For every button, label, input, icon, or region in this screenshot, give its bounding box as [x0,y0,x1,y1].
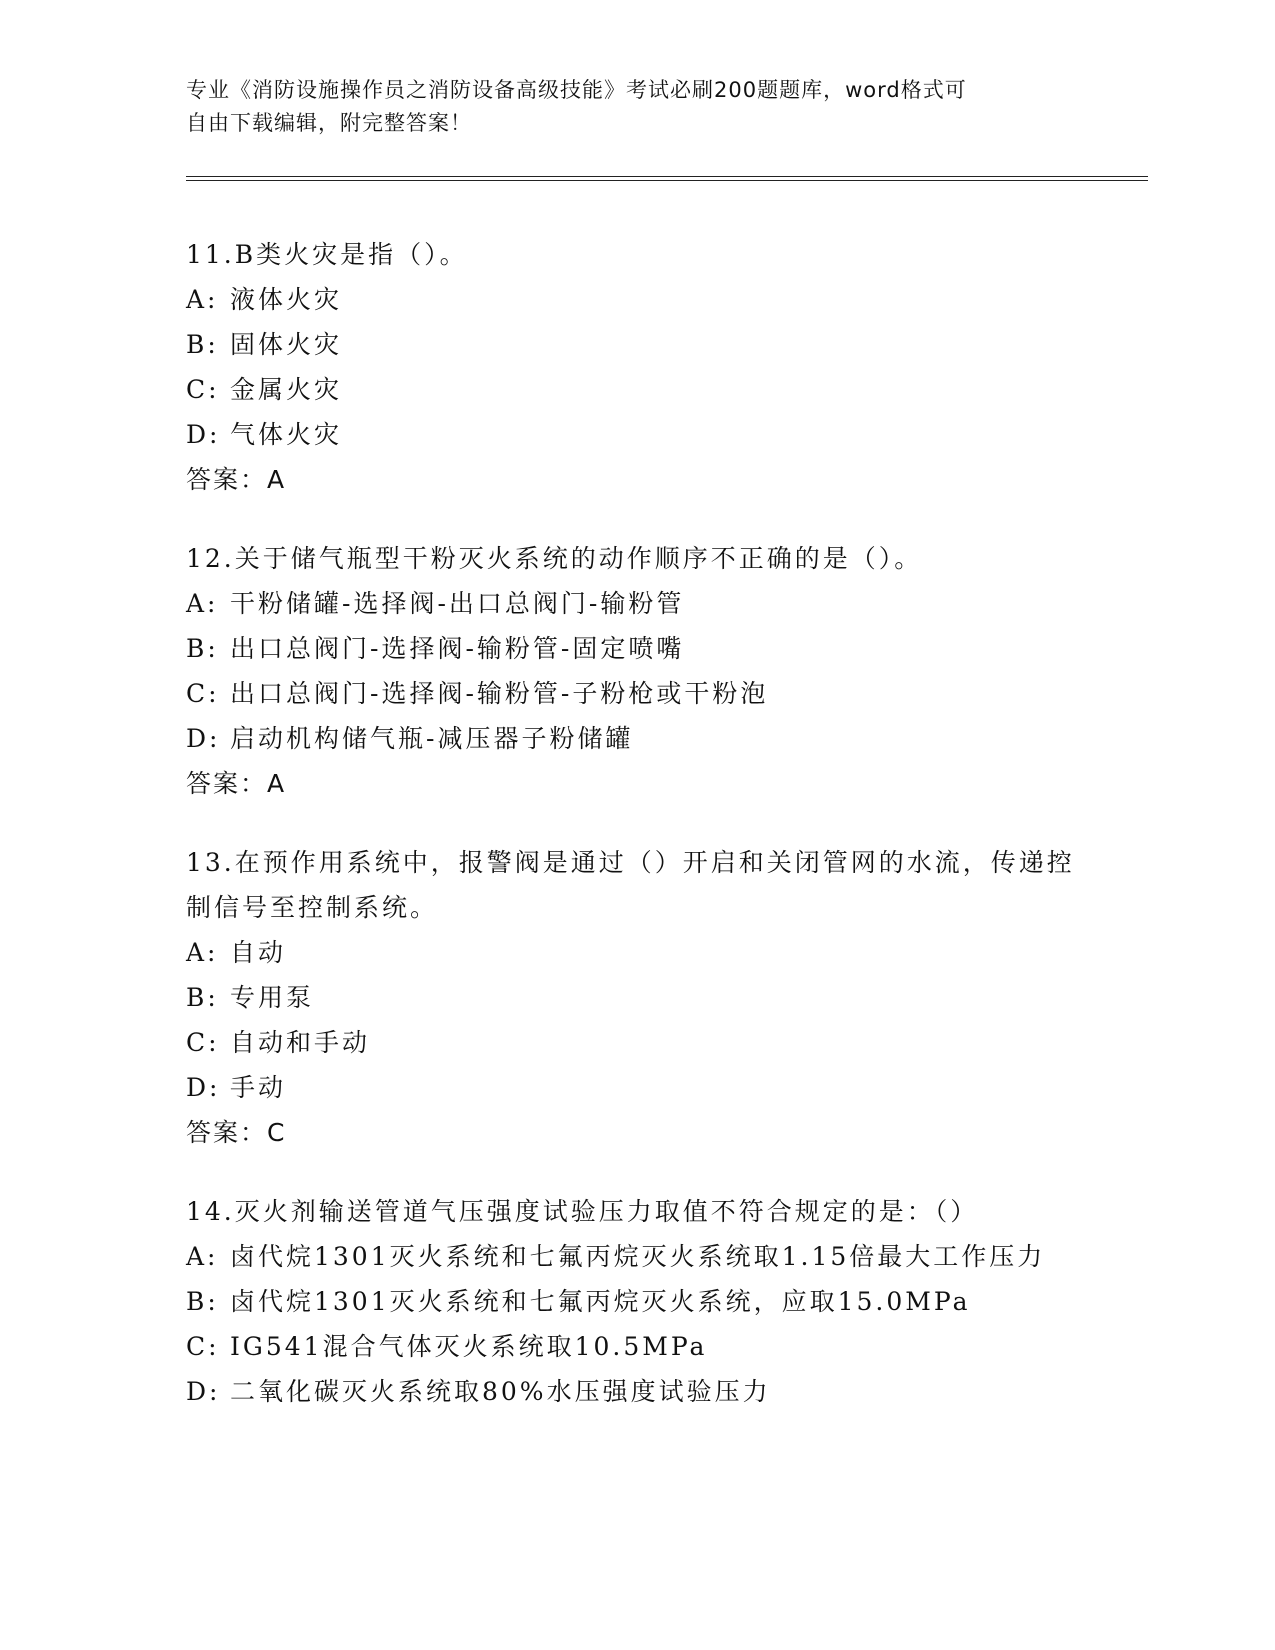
option-label: A: [186,285,219,314]
option-label: A: [186,1242,219,1271]
option-c [186,1020,1086,1065]
option-b [186,322,1086,367]
option-label: A: [186,938,219,967]
option-text: IG541混合气体灭火系统取10.5MPa [230,1332,708,1361]
option-text: 手动 [230,1073,287,1102]
option-c [186,1324,1086,1369]
question-14 [186,1189,1086,1414]
option-text: 启动机构储气瓶-减压器子粉储罐 [230,724,634,753]
option-label: C: [186,1332,220,1361]
question-stem: 13.在预作用系统中，报警阀是通过（）开启和关闭管网的水流，传递控制信号至控制系统。 [186,848,1075,922]
option-label: A: [186,589,219,618]
question-12 [186,536,1086,806]
option-b [186,1279,1086,1324]
option-c [186,671,1086,716]
option-label: C: [186,679,220,708]
option-text: 卤代烷1301灭火系统和七氟丙烷灭火系统，应取15.0MPa [230,1287,971,1316]
header-divider [186,176,1148,181]
option-d [186,412,1086,457]
option-label: B: [186,634,219,663]
option-label: B: [186,330,219,359]
option-text: 卤代烷1301灭火系统和七氟丙烷灭火系统取1.15倍最大工作压力 [230,1242,1046,1271]
option-text: 气体火灾 [230,420,343,449]
option-b [186,975,1086,1020]
header-line-1: 专业《消防设施操作员之消防设备高级技能》考试必刷200题题库，word格式可 [186,78,967,102]
question-13 [186,840,1086,1155]
question-stem: 12.关于储气瓶型干粉灭火系统的动作顺序不正确的是（）。 [186,544,923,573]
answer-line: 答案：A [186,465,287,494]
option-a [186,581,1086,626]
option-text: 自动和手动 [230,1028,371,1057]
option-text: 出口总阀门-选择阀-输粉管-固定喷嘴 [230,634,685,663]
option-d [186,1369,1086,1414]
question-11 [186,232,1086,502]
option-d [186,1065,1086,1110]
option-a [186,930,1086,975]
option-label: C: [186,375,220,404]
option-text: 金属火灾 [230,375,343,404]
option-c [186,367,1086,412]
option-a [186,277,1086,322]
option-a [186,1234,1086,1279]
option-text: 专用泵 [230,983,315,1012]
option-text: 二氧化碳灭火系统取80%水压强度试验压力 [230,1377,771,1406]
option-text: 固体火灾 [230,330,343,359]
answer-line: 答案：C [186,1118,287,1147]
question-list [186,232,1086,1448]
option-text: 液体火灾 [230,285,343,314]
option-label: D: [186,1377,221,1406]
option-label: D: [186,724,221,753]
option-text: 自动 [230,938,287,967]
option-label: B: [186,983,219,1012]
question-stem: 11.B类火灾是指（）。 [186,240,468,269]
option-b [186,626,1086,671]
option-d [186,716,1086,761]
option-label: C: [186,1028,220,1057]
option-label: D: [186,420,221,449]
option-label: B: [186,1287,219,1316]
header-line-2: 自由下载编辑，附完整答案！ [186,111,472,135]
option-text: 出口总阀门-选择阀-输粉管-子粉枪或干粉泡 [230,679,769,708]
answer-line: 答案：A [186,769,287,798]
option-label: D: [186,1073,221,1102]
option-text: 干粉储罐-选择阀-出口总阀门-输粉管 [230,589,685,618]
question-stem: 14.灭火剂输送管道气压强度试验压力取值不符合规定的是：（） [186,1197,979,1226]
document-header [186,74,1086,140]
